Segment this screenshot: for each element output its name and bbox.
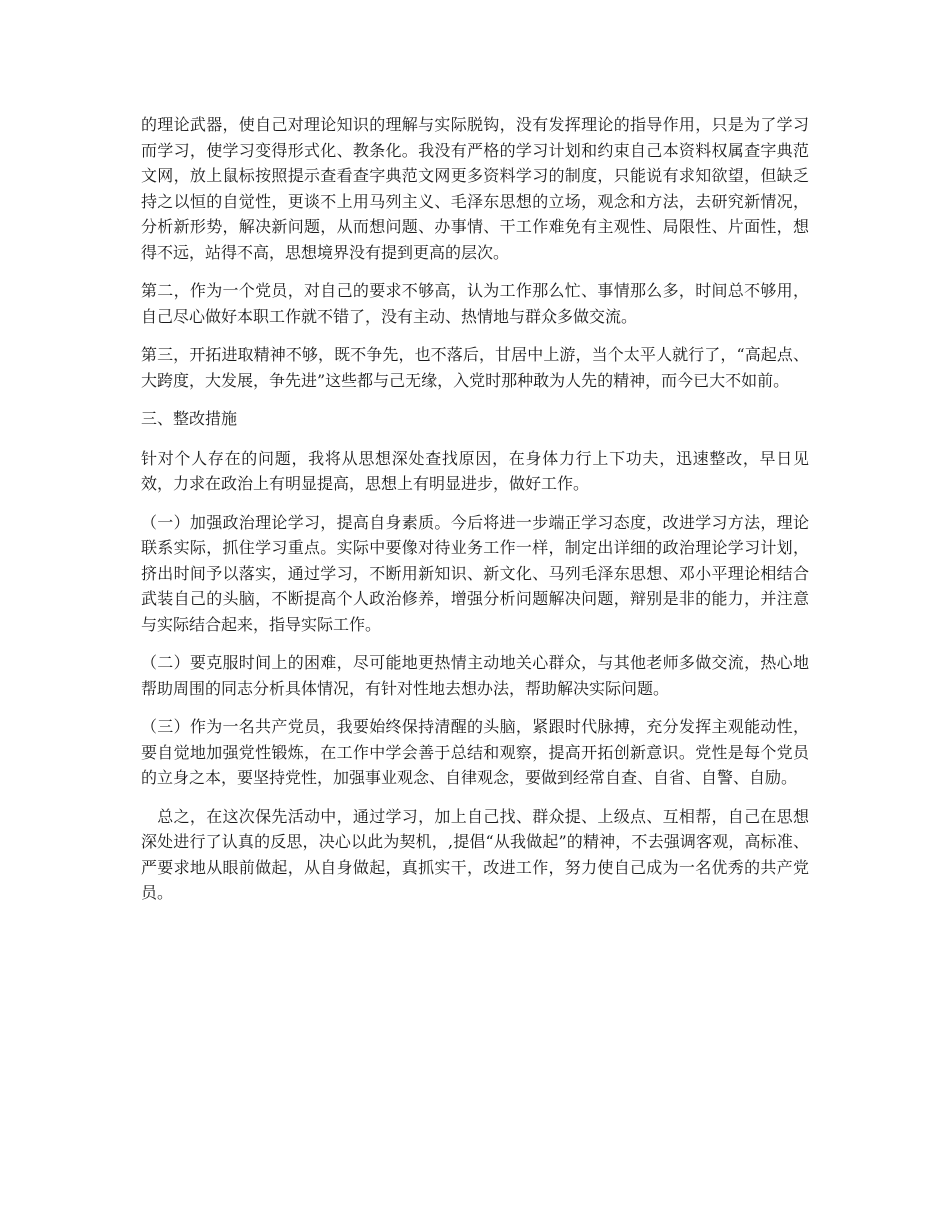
paragraph-measure-two: （二）要克服时间上的困难，尽可能地更热情主动地关心群众，与其他老师多做交流，热心地帮助周围的同志分析具体情况，有针对性地去想办法，帮助解决实际问题。 <box>141 653 809 698</box>
paragraph-measure-one: （一）加强政治理论学习，提高自身素质。今后将进一步端正学习态度，改进学习方法，理论联系实际，抓住学习重点。实际中要像对待业务工作一样，制定出详细的政治理论学习计划，挤出时间予以落实，通过学习，不断用新知识、新文化、马列毛泽东思想、邓小平理论相结合武装自己的头脑，不断提高个人政治修养，增强分析问题解决问题，辩别是非的能力，并注意与实际结合起来，指导实际工作。 <box>141 512 809 634</box>
paragraph-measure-three: （三）作为一名共产党员，我要始终保持清醒的头脑，紧跟时代脉搏，充分发挥主观能动性，要自觉地加强党性锻炼，在工作中学会善于总结和观察，提高开拓创新意识。党性是每个党员的立身之本，要坚持党性，加强事业观念、自律观念，要做到经常自查、自省、自警、自励。 <box>141 717 809 787</box>
paragraph-second-point: 第二，作为一个党员，对自己的要求不够高，认为工作那么忙、事情那么多，时间总不够用，自己尽心做好本职工作就不错了，没有主动、热情地与群众多做交流。 <box>141 281 809 326</box>
document-body <box>141 112 809 919</box>
section-heading-rectification: 三、整改措施 <box>141 409 238 428</box>
paragraph-theory-weapon: 的理论武器，使自己对理论知识的理解与实际脱钩，没有发挥理论的指导作用，只是为了学习而学习，使学习变得形式化、教条化。我没有严格的学习计划和约束自己本资料权属查字典范文网，放上鼠标按照提示查看查字典范文网更多资料学习的制度，只能说有求知欲望，但缺乏持之以恒的自觉性，更谈不上用马列主义、毛泽东思想的立场，观念和方法，去研究新情况，分析新形势，解决新问题，从而想问题、办事情、干工作难免有主观性、局限性、片面性，想得不远，站得不高，思想境界没有提到更高的层次。 <box>141 115 809 262</box>
paragraph-rectification-intro: 针对个人存在的问题，我将从思想深处查找原因，在身体力行上下功夫，迅速整改，早日见效，力求在政治上有明显提高，思想上有明显进步，做好工作。 <box>141 448 809 493</box>
paragraph-conclusion: 总之，在这次保先活动中，通过学习，加上自己找、群众提、上级点、互相帮，自己在思想深处进行了认真的反思，决心以此为契机，,提倡“从我做起”的精神，不去强调客观，高标准、严要求地从眼前做起，从自身做起，真抓实干，改进工作，努力使自己成为一名优秀的共产党员。 <box>141 806 809 902</box>
paragraph-third-point: 第三，开拓进取精神不够，既不争先，也不落后，甘居中上游，当个太平人就行了，“高起点、大跨度，大发展，争先进”这些都与己无缘，入党时那种敢为人先的精神，而今已大不如前。 <box>141 345 809 390</box>
